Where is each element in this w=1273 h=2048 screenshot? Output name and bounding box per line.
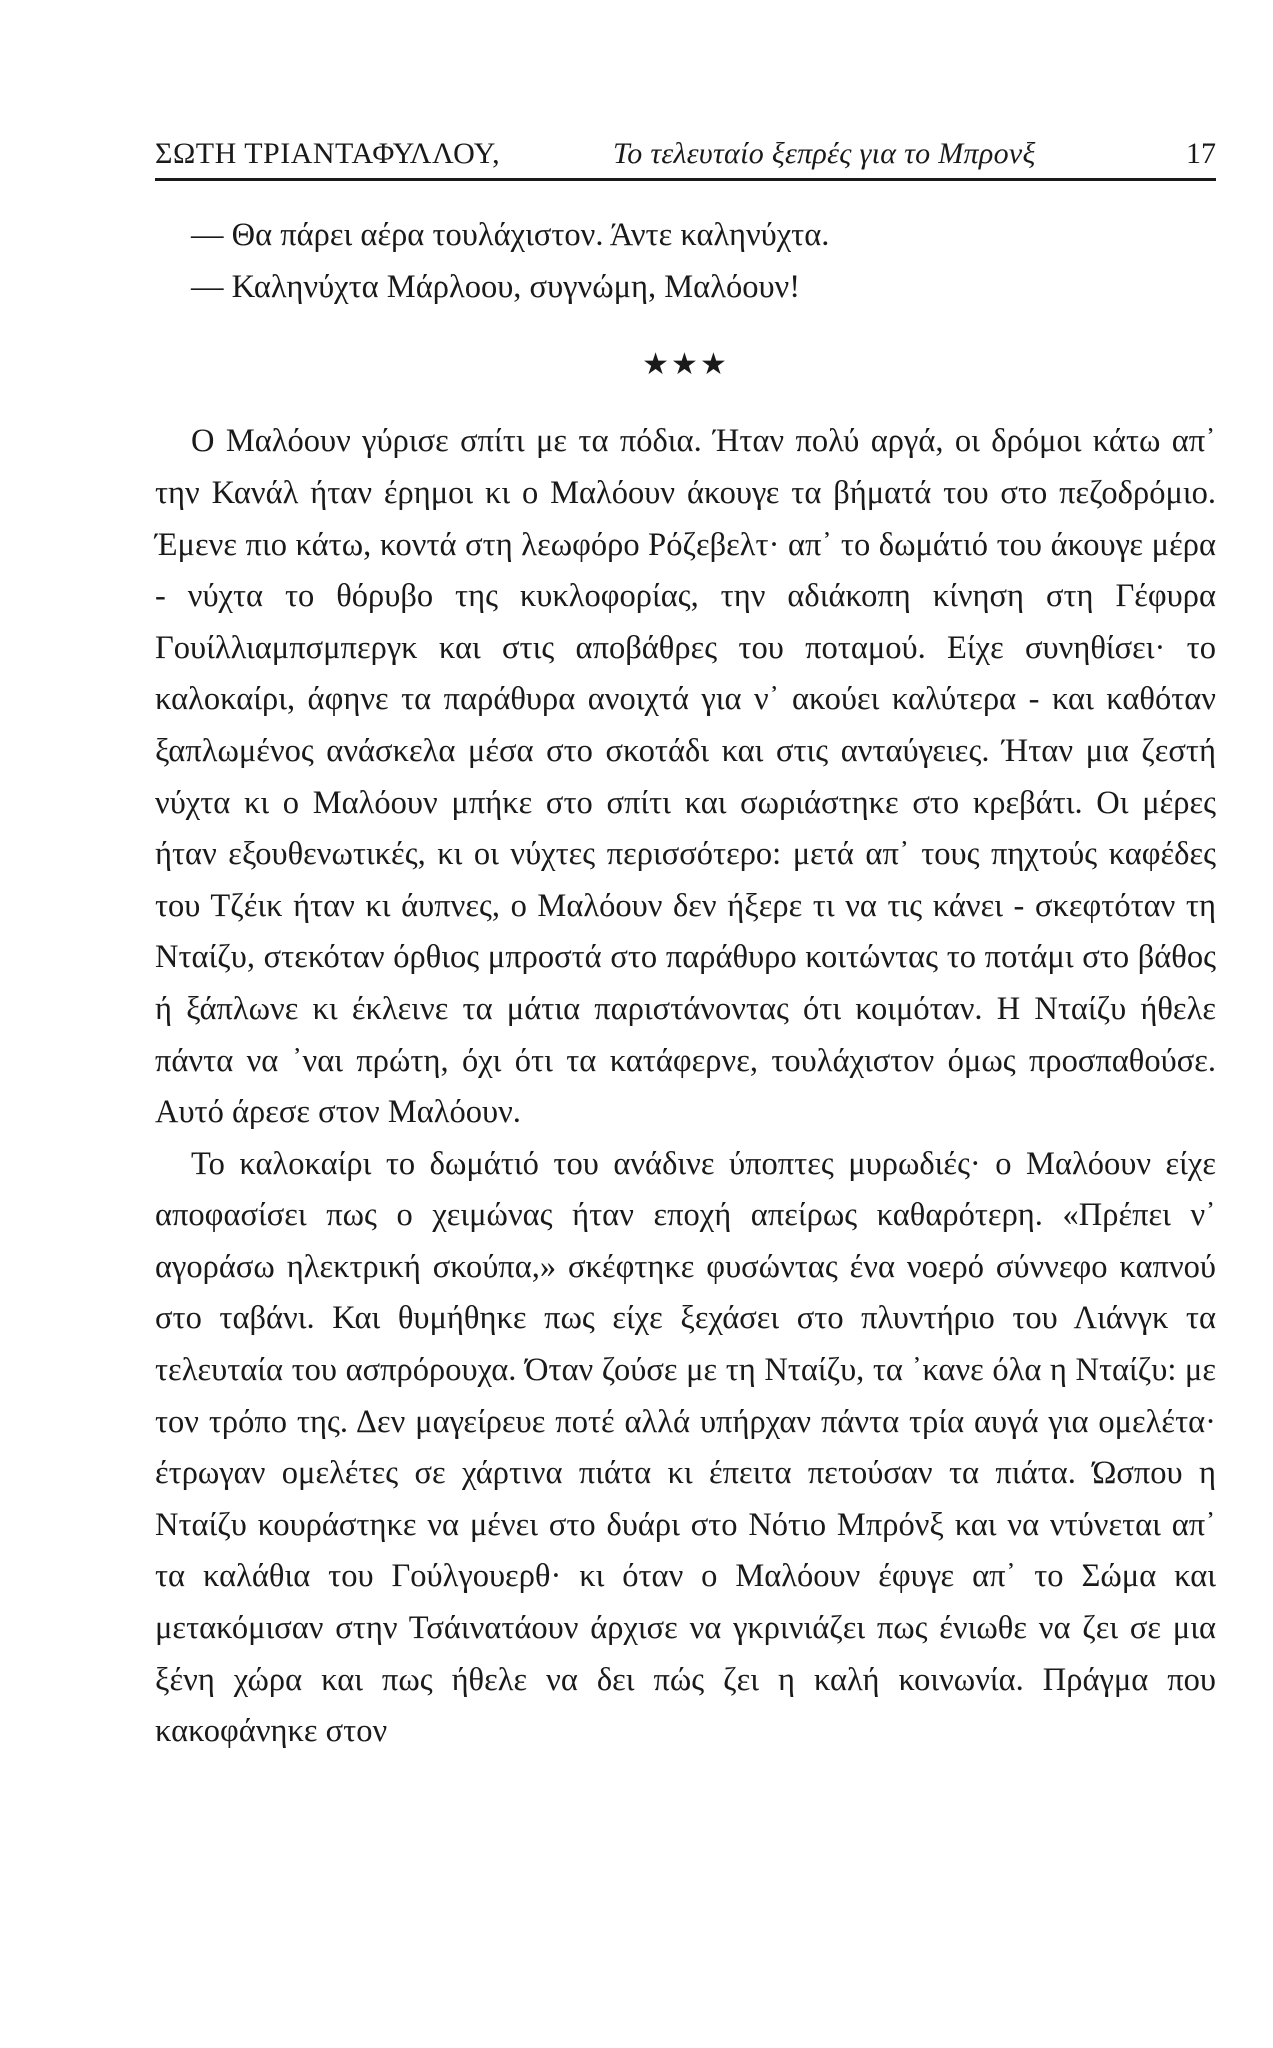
paragraph: Το καλοκαίρι το δωμάτιό του ανάδινε ύποπτες μυρωδιές· ο Μαλόουν είχε αποφασίσει πως ο χειμώνας ήταν εποχή απείρως καθαρότερη. «Πρέπει ν᾽ αγοράσω ηλεκτρική σκούπα,» σκέφτηκε φυσώντας ένα νοερό σύννεφο καπνού στο ταβάνι. Και θυμήθηκε πως είχε ξεχάσει στο πλυντήριο του Λιάνγκ τα τελευταία του ασπρόρουχα. Όταν ζούσε με τη Νταίζυ, τα ᾽κανε όλα η Νταίζυ: με τον τρόπο της. Δεν μαγείρευε ποτέ αλλά υπήρχαν πάντα τρία αυγά για ομελέτα· έτρωγαν ομελέτες σε χάρτινα πιάτα κι έπειτα πετούσαν τα πιάτα. Ώσπου η Νταίζυ κουράστηκε να μένει στο δυάρι στο Νότιο Μπρόνξ και να ντύνεται απ᾽ τα καλάθια του Γούλγουερθ· κι όταν ο Μαλόουν έφυγε απ᾽ το Σώμα και μετακόμισαν στην Τσάινατάουν άρχισε να γκρινιάζει πως ένιωθε να ζει σε μια ξένη χώρα και πως ήθελε να δει πώς ζει η καλή κοινωνία. Πράγμα που κακοφάνηκε στον (155, 1145, 1216, 1750)
section-break: ★★★ (642, 347, 729, 383)
running-head (155, 136, 1216, 172)
running-head-title: Το τελευταίο ξεπρές για το Μπρονξ (613, 137, 1036, 170)
header-rule (155, 178, 1216, 181)
page-number: 17 (1186, 137, 1216, 170)
running-head-author: ΣΩΤΗ ΤΡΙΑΝΤΑΦΥΛΛΟΥ, (155, 137, 501, 170)
paragraph: Ο Μαλόουν γύρισε σπίτι με τα πόδια. Ήταν πολύ αργά, οι δρόμοι κάτω απ᾽ την Κανάλ ήταν έρημοι κι ο Μαλόουν άκουγε τα βήματά του στο πεζοδρόμιο. Έμενε πιο κάτω, κοντά στη λεωφόρο Ρόζεβελτ· απ᾽ το δωμάτιό του άκουγε μέρα - νύχτα το θόρυβο της κυκλοφορίας, την αδιάκοπη κίνηση στη Γέφυρα Γουίλλιαμπσμπεργκ και στις αποβάθρες του ποταμού. Είχε συνηθίσει· το καλοκαίρι, άφηνε τα παράθυρα ανοιχτά για ν᾽ ακούει καλύτερα - και καθόταν ξαπλωμένος ανάσκελα μέσα στο σκοτάδι και στις ανταύγειες. Ήταν μια ζεστή νύχτα κι ο Μαλόουν μπήκε στο σπίτι και σωριάστηκε στο κρεβάτι. Οι μέρες ήταν εξουθενωτικές, κι οι νύχτες περισσότερο: μετά απ᾽ τους πηχτούς καφέδες του Τζέικ ήταν κι άυπνες, ο Μαλόουν δεν ήξερε τι να τις κάνει - σκεφτόταν τη Νταίζυ, στεκόταν όρθιος μπροστά στο παράθυρο κοιτώντας το ποτάμι στο βάθος ή ξάπλωνε κι έκλεινε τα μάτια παριστάνοντας ότι κοιμόταν. Η Νταίζυ ήθελε πάντα να ᾽ναι πρώτη, όχι ότι τα κατάφερνε, τουλάχιστον όμως προσπαθούσε. Αυτό άρεσε στον Μαλόουν. (155, 423, 1216, 1131)
dialogue-line: — Καληνύχτα Μάρλοου, συγνώμη, Μαλόουν! (191, 268, 801, 305)
body-text (155, 210, 1216, 1758)
dialogue-line: — Θα πάρει αέρα τουλάχιστον. Άντε καληνύχτα. (191, 217, 830, 253)
